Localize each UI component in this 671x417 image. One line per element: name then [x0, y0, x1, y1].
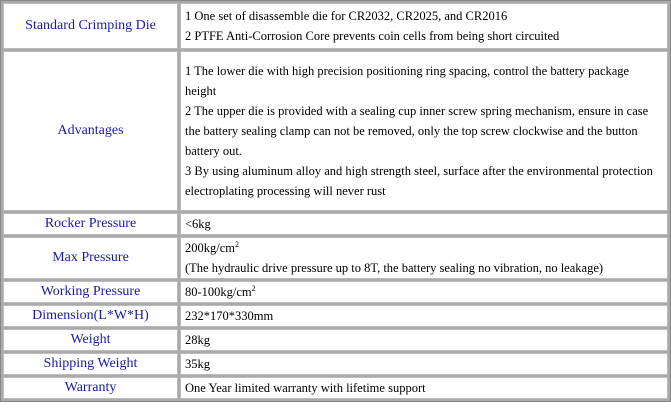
table-row-advantages	[3, 51, 668, 211]
value-max-pressure	[180, 237, 668, 279]
label-standard-crimping-die: Standard Crimping Die	[3, 3, 178, 49]
max-pressure-main: 200kg/cm	[185, 241, 235, 255]
max-pressure-value	[185, 238, 663, 258]
value-rocker-pressure: <6kg	[180, 213, 668, 235]
value-standard-crimping-die	[180, 3, 668, 49]
standard-die-line-1: 1 One set of disassemble die for CR2032, CR2025, and CR2016	[185, 9, 508, 23]
table-row-warranty	[3, 377, 668, 399]
value-advantages	[180, 51, 668, 211]
value-weight: 28kg	[180, 329, 668, 351]
table-row-working-pressure	[3, 281, 668, 303]
table-row-shipping-weight	[3, 353, 668, 375]
label-shipping-weight: Shipping Weight	[3, 353, 178, 375]
value-dimension: 232*170*330mm	[180, 305, 668, 327]
advantage-line-3: 3 By using aluminum alloy and high strength steel, surface after the environmental protection electroplating processing will never rust	[185, 164, 653, 198]
table-row-standard-crimping-die	[3, 3, 668, 49]
value-shipping-weight: 35kg	[180, 353, 668, 375]
label-advantages: Advantages	[3, 51, 178, 211]
table-row-rocker-pressure	[3, 213, 668, 235]
label-max-pressure: Max Pressure	[3, 237, 178, 279]
label-warranty: Warranty	[3, 377, 178, 399]
value-working-pressure	[180, 281, 668, 303]
table-row-max-pressure	[3, 237, 668, 279]
advantage-line-2: 2 The upper die is provided with a sealing cup inner screw spring mechanism, ensure in case the battery sealing clamp can not be removed, only the top screw clockwise and the button battery out.	[185, 104, 649, 158]
label-rocker-pressure: Rocker Pressure	[3, 213, 178, 235]
max-pressure-exponent: 2	[235, 240, 239, 249]
working-pressure-exponent: 2	[251, 284, 256, 293]
table-row-weight	[3, 329, 668, 351]
working-pressure-main: 80-100kg/cm	[185, 285, 252, 299]
table-row-dimension	[3, 305, 668, 327]
max-pressure-note: (The hydraulic drive pressure up to 8T, the battery sealing no vibration, no leakage)	[185, 261, 604, 275]
standard-die-line-2: 2 PTFE Anti-Corrosion Core prevents coin cells from being short circuited	[185, 29, 560, 43]
value-warranty: One Year limited warranty with lifetime support	[180, 377, 668, 399]
label-working-pressure: Working Pressure	[3, 281, 178, 303]
label-weight: Weight	[3, 329, 178, 351]
label-dimension: Dimension(L*W*H)	[3, 305, 178, 327]
advantage-line-1: 1 The lower die with high precision positioning ring spacing, control the battery package height	[185, 64, 630, 98]
